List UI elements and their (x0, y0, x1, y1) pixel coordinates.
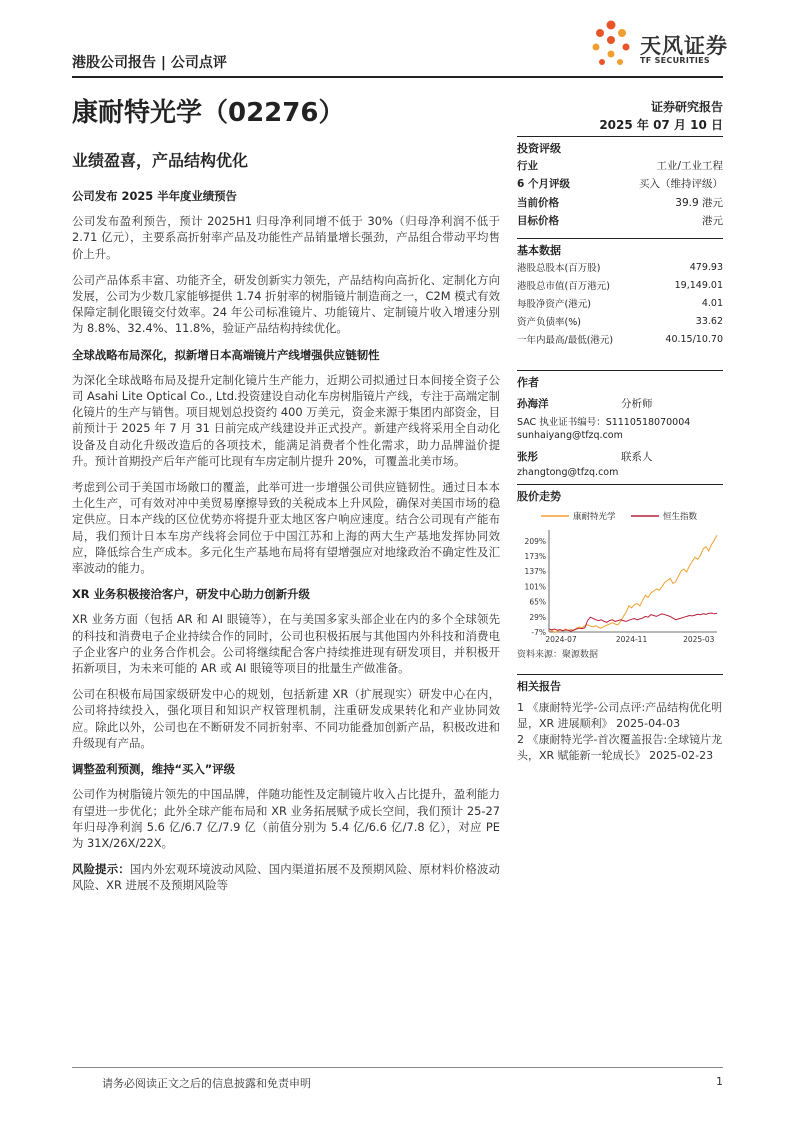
series-line (549, 535, 717, 632)
author-sac: SAC 执业证书编号：S1110518070004 (517, 417, 691, 428)
y-tick-label: 101% (524, 582, 546, 592)
related-report-link[interactable]: 2 《康耐特光学-首次覆盖报告:全球镜片龙头，XR 赋能新一轮成长》 2025-02-23 (517, 733, 723, 762)
paragraph: 考虑到公司于美国市场敞口的覆盖，此举可进一步增强公司供应链韧性。通过日本本土化生产，可有效对冲中美贸易摩擦导致的关税成本上升风险，确保对美国市场的稳定供应。日本产线的区位优势亦将提升亚太地区客户响应速度。结合公司现有产能布局，我们预计日本车房产线将会同位于中国江苏和上海的两大生产基地发挥协同效应，降低综合生产成本。多元化生产基地布局将有望增强应对地缘政治不确定性及汇率波动的能力。 (72, 480, 500, 576)
rating-title: 投资评级 (517, 136, 723, 156)
rating-row: 目标价格 港元 (517, 215, 723, 228)
author-role: 联系人 (621, 451, 653, 463)
y-tick-label: 173% (524, 551, 546, 561)
x-tick-label: 2024-07 (545, 635, 577, 644)
rating-row: 6 个月评级 买入（维持评级） (517, 178, 723, 191)
x-tick-label: 2025-03 (683, 635, 715, 644)
author-role: 分析师 (621, 398, 653, 410)
report-subtitle: 业绩盈喜，产品结构优化 (72, 151, 249, 170)
basic-title: 基本数据 (517, 238, 723, 258)
rating-panel (517, 136, 723, 230)
author-email[interactable]: zhangtong@tfzq.com (517, 467, 619, 478)
legend-label: 康耐特光学 (573, 512, 616, 522)
legend-label: 恒生指数 (663, 512, 698, 522)
author-title: 作者 (517, 370, 723, 390)
basic-row: 港股总市值(百万港元) 19,149.01 (517, 279, 723, 292)
page-number: 1 (716, 1075, 723, 1088)
chart-source: 资料来源：聚源数据 (517, 650, 599, 660)
related-panel (517, 674, 723, 764)
basic-row: 港股总股本(百万股) 479.93 (517, 261, 723, 274)
paragraph: 公司发布盈利预告，预计 2025H1 归母净利同增不低于 30%（归母净利润不低于 2.71 亿元），主要系高折射率产品及功能性产品销量增长强劲，产品组合带动平均售价上升。 (72, 214, 500, 261)
risk-paragraph (72, 861, 500, 893)
basic-row: 每股净资产(港元) 4.01 (517, 297, 723, 310)
related-title: 相关报告 (517, 674, 723, 694)
tf-logo-icon (584, 18, 638, 72)
header-divider (72, 76, 723, 78)
section-heading: XR 业务积极接洽客户，研发中心助力创新升级 (72, 587, 310, 602)
rating-row: 行业 工业/工业工程 (517, 159, 723, 172)
x-tick-label: 2024-11 (615, 635, 648, 644)
y-tick-label: 65% (529, 597, 546, 607)
basic-row: 一年内最高/最低(港元) 40.15/10.70 (517, 333, 723, 346)
section-heading: 全球战略布局深化，拟新增日本高端镜片产线增强供应链韧性 (72, 347, 380, 362)
basic-data-panel (517, 238, 723, 348)
author-name: 张彤 (517, 451, 538, 463)
report-type: 证券研究报告 (650, 100, 723, 114)
section-heading: 调整盈利预测，维持“买入”评级 (72, 762, 236, 777)
paragraph: 公司产品体系丰富、功能齐全，研发创新实力领先，产品结构向高折化、定制化方向发展，公司为少数几家能够提供 1.74 折射率的树脂镜片制造商之一，C2M 模式有效保障定制化眼镜交付效率。24 年公司标准镜片、功能镜片、定制镜片收入增速分别为 8.8%、32.4%、11.8%，验证产品结构持续优化。 (72, 272, 500, 336)
paragraph: 为深化全球战略布局及提升定制化镜片生产能力，近期公司拟通过日本间接全资子公司 Asahi Lite Optical Co., Ltd.投资建设自动化车房树脂镜片产线，专注于高端定制化镜片的生产与销售。项目规划总投资约 400 万美元，资金来源于集团内部资金，目前预计于 2025 年 7 月 31 日前完成产线建设并正式投产。新建产线将采用全自动化设备及自动化升级改造后的各项技术，能满足消费者个性化需求，助力品牌溢价提升。预计首期投产后年产能可比现有车房定制片提升 20%，可覆盖北美市场。 (72, 372, 500, 468)
y-tick-label: -7% (531, 628, 546, 637)
footer-disclaimer: 请务必阅读正文之后的信息披露和免责申明 (102, 1077, 311, 1090)
author-name: 孙海洋 (517, 398, 549, 410)
risk-text: 国内外宏观环境波动风险、国内渠道拓展不及预期风险、原材料价格波动风险、XR 进展不及预期风险等 (72, 862, 500, 893)
logo-text-en: TF SECURITIES (640, 56, 710, 65)
related-report-link[interactable]: 1 《康耐特光学-公司点评:产品结构优化明显，XR 进展顺利》 2025-04-03 (517, 701, 723, 730)
paragraph: 公司作为树脂镜片领先的中国品牌，伴随功能性及定制镜片收入占比提升，盈利能力有望进一步优化；此外全球产能布局和 XR 业务拓展赋予成长空间，我们预计 25-27 年归母净利润 5.6 亿/6.7 亿/7.9 亿（前值分别为 5.4 亿/6.6 亿/7.8 亿），对应 PE 为 31X/26X/22X。 (72, 787, 500, 850)
rating-row: 当前价格 39.9 港元 (517, 196, 723, 209)
stock-chart (517, 500, 723, 660)
section-heading: 公司发布 2025 半年度业绩预告 (72, 189, 237, 203)
report-date: 2025 年 07 月 10 日 (599, 118, 723, 132)
trend-title: 股价走势 (517, 484, 723, 504)
y-tick-label: 137% (524, 567, 546, 577)
risk-label: 风险提示： (72, 862, 130, 877)
y-tick-label: 209% (524, 536, 546, 546)
author-panel (517, 370, 723, 478)
basic-row: 资产负债率(%) 33.62 (517, 315, 723, 328)
y-tick-label: 29% (529, 612, 546, 622)
author-email[interactable]: sunhaiyang@tfzq.com (517, 430, 623, 441)
footer-divider (72, 1067, 723, 1068)
series-line (549, 613, 717, 631)
company-title: 康耐特光学（02276） (72, 98, 345, 128)
paragraph: XR 业务方面（包括 AR 和 AI 眼镜等），在与美国多家头部企业在内的多个全球领先的科技和消费电子企业持续合作的同时，公司也积极拓展与其他国内外科技和消费电子企业客户的业务合作机会。公司将继续配合客户持续推进现有研发项目，并积极开拓新项目，为未来可能的 AR 或 AI 眼镜等项目的批量生产做准备。 (72, 612, 500, 676)
main-content (72, 188, 500, 904)
report-category: 港股公司报告 | 公司点评 (72, 55, 227, 71)
paragraph: 公司在积极布局国家级研发中心的规划，包括新建 XR（扩展现实）研发中心在内，公司将持续投入，强化项目和知识产权管理机制，注重研发成果转化和产业协同效应。除此以外，公司也在不断研发不同折射率、不同功能叠加创新产品，积极改进和升级现有产品。 (72, 687, 500, 750)
logo-text-cn: 天风证券 (640, 34, 728, 58)
